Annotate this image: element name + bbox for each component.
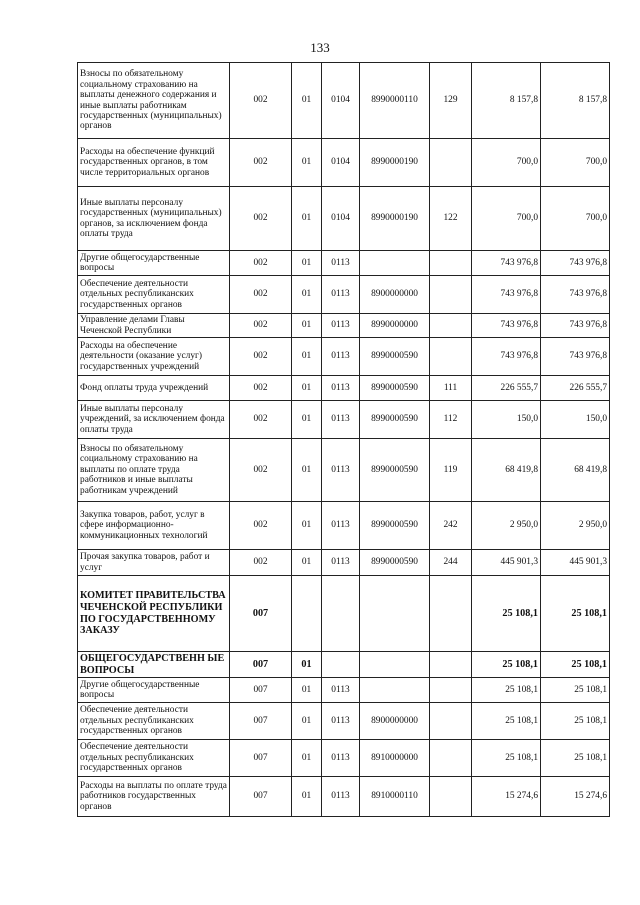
target-article-code-cell: 8910000000 (360, 740, 430, 777)
amount-1-cell: 25 108,1 (472, 678, 541, 703)
ministry-code-cell: 002 (230, 276, 292, 314)
amount-1-cell: 150,0 (472, 401, 541, 439)
ministry-code-cell: 002 (230, 314, 292, 338)
expense-type-code-cell (430, 652, 472, 678)
target-article-code-cell: 8990000590 (360, 550, 430, 576)
subsection-code-cell: 0113 (322, 376, 360, 401)
ministry-code-cell: 007 (230, 777, 292, 817)
amount-2-cell: 15 274,6 (541, 777, 610, 817)
table-row (78, 314, 610, 338)
row-name-cell: Иные выплаты персоналу государственных (муниципальных) органов, за исключением фонда оплаты труда (78, 187, 230, 251)
ministry-code-cell: 002 (230, 63, 292, 139)
row-name-cell: Расходы на обеспечение деятельности (оказание услуг) государственных учреждений (78, 338, 230, 376)
subsection-code-cell: 0113 (322, 740, 360, 777)
amount-1-cell: 8 157,8 (472, 63, 541, 139)
page-number: 133 (310, 40, 330, 55)
table-row (78, 251, 610, 276)
target-article-code-cell: 8990000190 (360, 139, 430, 187)
subsection-code-cell: 0104 (322, 187, 360, 251)
table-row (78, 401, 610, 439)
subsection-code-cell: 0113 (322, 314, 360, 338)
amount-2-cell: 68 419,8 (541, 439, 610, 502)
expense-type-code-cell (430, 338, 472, 376)
ministry-code-cell: 002 (230, 139, 292, 187)
subsection-code-cell: 0113 (322, 338, 360, 376)
table-row (78, 276, 610, 314)
section-code-cell: 01 (292, 338, 322, 376)
row-name-cell: Взносы по обязательному социальному страхованию на выплаты денежного содержания и иные выплаты работникам государственных (муниципальных) органов (78, 63, 230, 139)
subsection-code-cell (322, 576, 360, 652)
amount-1-cell: 15 274,6 (472, 777, 541, 817)
expense-type-code-cell (430, 703, 472, 740)
amount-1-cell: 700,0 (472, 139, 541, 187)
row-name-cell: Обеспечение деятельности отдельных республиканских государственных органов (78, 740, 230, 777)
subsection-code-cell: 0113 (322, 703, 360, 740)
expense-type-code-cell (430, 777, 472, 817)
subsection-code-cell: 0113 (322, 777, 360, 817)
subsection-code-cell (322, 652, 360, 678)
target-article-code-cell: 8900000000 (360, 703, 430, 740)
amount-1-cell: 25 108,1 (472, 652, 541, 678)
section-code-cell: 01 (292, 439, 322, 502)
amount-1-cell: 743 976,8 (472, 338, 541, 376)
section-code-cell: 01 (292, 550, 322, 576)
expense-type-code-cell: 112 (430, 401, 472, 439)
row-name-cell: ОБЩЕГОСУДАРСТВЕНН ЫЕ ВОПРОСЫ (78, 652, 230, 678)
subsection-code-cell: 0104 (322, 63, 360, 139)
section-code-cell: 01 (292, 314, 322, 338)
target-article-code-cell: 8990000590 (360, 376, 430, 401)
table-row (78, 652, 610, 678)
target-article-code-cell: 8990000000 (360, 314, 430, 338)
target-article-code-cell (360, 678, 430, 703)
row-name-cell: Обеспечение деятельности отдельных республиканских государственных органов (78, 276, 230, 314)
amount-1-cell: 743 976,8 (472, 251, 541, 276)
ministry-code-cell: 002 (230, 439, 292, 502)
amount-1-cell: 743 976,8 (472, 276, 541, 314)
subsection-code-cell: 0113 (322, 439, 360, 502)
ministry-code-cell: 007 (230, 652, 292, 678)
amount-1-cell: 743 976,8 (472, 314, 541, 338)
row-name-cell: Взносы по обязательному социальному страхованию на выплаты по оплате труда работников и иные выплаты работникам учреждений (78, 439, 230, 502)
row-name-cell: Прочая закупка товаров, работ и услуг (78, 550, 230, 576)
section-code-cell: 01 (292, 401, 322, 439)
amount-1-cell: 25 108,1 (472, 703, 541, 740)
expense-type-code-cell (430, 276, 472, 314)
subsection-code-cell: 0113 (322, 276, 360, 314)
amount-1-cell: 25 108,1 (472, 740, 541, 777)
expense-type-code-cell: 122 (430, 187, 472, 251)
expense-type-code-cell: 129 (430, 63, 472, 139)
amount-2-cell: 743 976,8 (541, 338, 610, 376)
subsection-code-cell: 0113 (322, 502, 360, 550)
expense-type-code-cell (430, 740, 472, 777)
table-row (78, 439, 610, 502)
section-code-cell: 01 (292, 251, 322, 276)
expense-type-code-cell: 244 (430, 550, 472, 576)
ministry-code-cell: 002 (230, 401, 292, 439)
section-code-cell: 01 (292, 187, 322, 251)
ministry-code-cell: 007 (230, 678, 292, 703)
ministry-code-cell: 002 (230, 376, 292, 401)
expense-type-code-cell (430, 678, 472, 703)
target-article-code-cell: 8990000110 (360, 63, 430, 139)
amount-2-cell: 25 108,1 (541, 678, 610, 703)
ministry-code-cell: 007 (230, 703, 292, 740)
table-row (78, 63, 610, 139)
amount-2-cell: 25 108,1 (541, 703, 610, 740)
section-code-cell: 01 (292, 678, 322, 703)
amount-2-cell: 25 108,1 (541, 740, 610, 777)
amount-2-cell: 743 976,8 (541, 314, 610, 338)
expense-type-code-cell (430, 314, 472, 338)
row-name-cell: Расходы на обеспечение функций государственных органов, в том числе территориальных органов (78, 139, 230, 187)
row-name-cell: КОМИТЕТ ПРАВИТЕЛЬСТВА ЧЕЧЕНСКОЙ РЕСПУБЛИКИ ПО ГОСУДАРСТВЕННОМУ ЗАКАЗУ (78, 576, 230, 652)
row-name-cell: Расходы на выплаты по оплате труда работников государственных органов (78, 777, 230, 817)
amount-1-cell: 25 108,1 (472, 576, 541, 652)
ministry-code-cell: 002 (230, 550, 292, 576)
target-article-code-cell: 8990000590 (360, 502, 430, 550)
amount-1-cell: 2 950,0 (472, 502, 541, 550)
table-row (78, 502, 610, 550)
subsection-code-cell: 0113 (322, 401, 360, 439)
table-row (78, 740, 610, 777)
section-code-cell: 01 (292, 276, 322, 314)
amount-2-cell: 8 157,8 (541, 63, 610, 139)
target-article-code-cell (360, 576, 430, 652)
ministry-code-cell: 002 (230, 338, 292, 376)
target-article-code-cell: 8990000190 (360, 187, 430, 251)
table-row (78, 139, 610, 187)
expense-type-code-cell (430, 139, 472, 187)
target-article-code-cell (360, 251, 430, 276)
section-code-cell: 01 (292, 139, 322, 187)
amount-2-cell: 25 108,1 (541, 652, 610, 678)
target-article-code-cell: 8990000590 (360, 401, 430, 439)
subsection-code-cell: 0113 (322, 678, 360, 703)
table-row (78, 576, 610, 652)
section-code-cell: 01 (292, 376, 322, 401)
row-name-cell: Другие общегосударственные вопросы (78, 678, 230, 703)
section-code-cell (292, 576, 322, 652)
table-row (78, 376, 610, 401)
row-name-cell: Закупка товаров, работ, услуг в сфере информационно-коммуникационных технологий (78, 502, 230, 550)
target-article-code-cell (360, 652, 430, 678)
target-article-code-cell: 8990000590 (360, 338, 430, 376)
section-code-cell: 01 (292, 502, 322, 550)
section-code-cell: 01 (292, 777, 322, 817)
subsection-code-cell: 0113 (322, 550, 360, 576)
expense-type-code-cell: 242 (430, 502, 472, 550)
row-name-cell: Обеспечение деятельности отдельных республиканских государственных органов (78, 703, 230, 740)
ministry-code-cell: 002 (230, 502, 292, 550)
section-code-cell: 01 (292, 703, 322, 740)
amount-2-cell: 700,0 (541, 139, 610, 187)
amount-2-cell: 226 555,7 (541, 376, 610, 401)
row-name-cell: Другие общегосударственные вопросы (78, 251, 230, 276)
section-code-cell: 01 (292, 740, 322, 777)
amount-2-cell: 150,0 (541, 401, 610, 439)
row-name-cell: Фонд оплаты труда учреждений (78, 376, 230, 401)
amount-1-cell: 226 555,7 (472, 376, 541, 401)
table-row (78, 678, 610, 703)
section-code-cell: 01 (292, 652, 322, 678)
amount-2-cell: 743 976,8 (541, 251, 610, 276)
subsection-code-cell: 0104 (322, 139, 360, 187)
amount-2-cell: 2 950,0 (541, 502, 610, 550)
subsection-code-cell: 0113 (322, 251, 360, 276)
table-row (78, 338, 610, 376)
table-row (78, 187, 610, 251)
amount-2-cell: 445 901,3 (541, 550, 610, 576)
table-row (78, 703, 610, 740)
budget-table (77, 62, 610, 817)
expense-type-code-cell: 119 (430, 439, 472, 502)
ministry-code-cell: 002 (230, 187, 292, 251)
expense-type-code-cell (430, 576, 472, 652)
ministry-code-cell: 007 (230, 740, 292, 777)
row-name-cell: Управление делами Главы Чеченской Республики (78, 314, 230, 338)
expense-type-code-cell (430, 251, 472, 276)
amount-2-cell: 743 976,8 (541, 276, 610, 314)
amount-2-cell: 25 108,1 (541, 576, 610, 652)
amount-1-cell: 445 901,3 (472, 550, 541, 576)
target-article-code-cell: 8900000000 (360, 276, 430, 314)
target-article-code-cell: 8910000110 (360, 777, 430, 817)
budget-table-body (78, 63, 610, 817)
table-row (78, 777, 610, 817)
ministry-code-cell: 007 (230, 576, 292, 652)
section-code-cell: 01 (292, 63, 322, 139)
amount-2-cell: 700,0 (541, 187, 610, 251)
ministry-code-cell: 002 (230, 251, 292, 276)
row-name-cell: Иные выплаты персоналу учреждений, за исключением фонда оплаты труда (78, 401, 230, 439)
expense-type-code-cell: 111 (430, 376, 472, 401)
table-row (78, 550, 610, 576)
target-article-code-cell: 8990000590 (360, 439, 430, 502)
amount-1-cell: 68 419,8 (472, 439, 541, 502)
amount-1-cell: 700,0 (472, 187, 541, 251)
